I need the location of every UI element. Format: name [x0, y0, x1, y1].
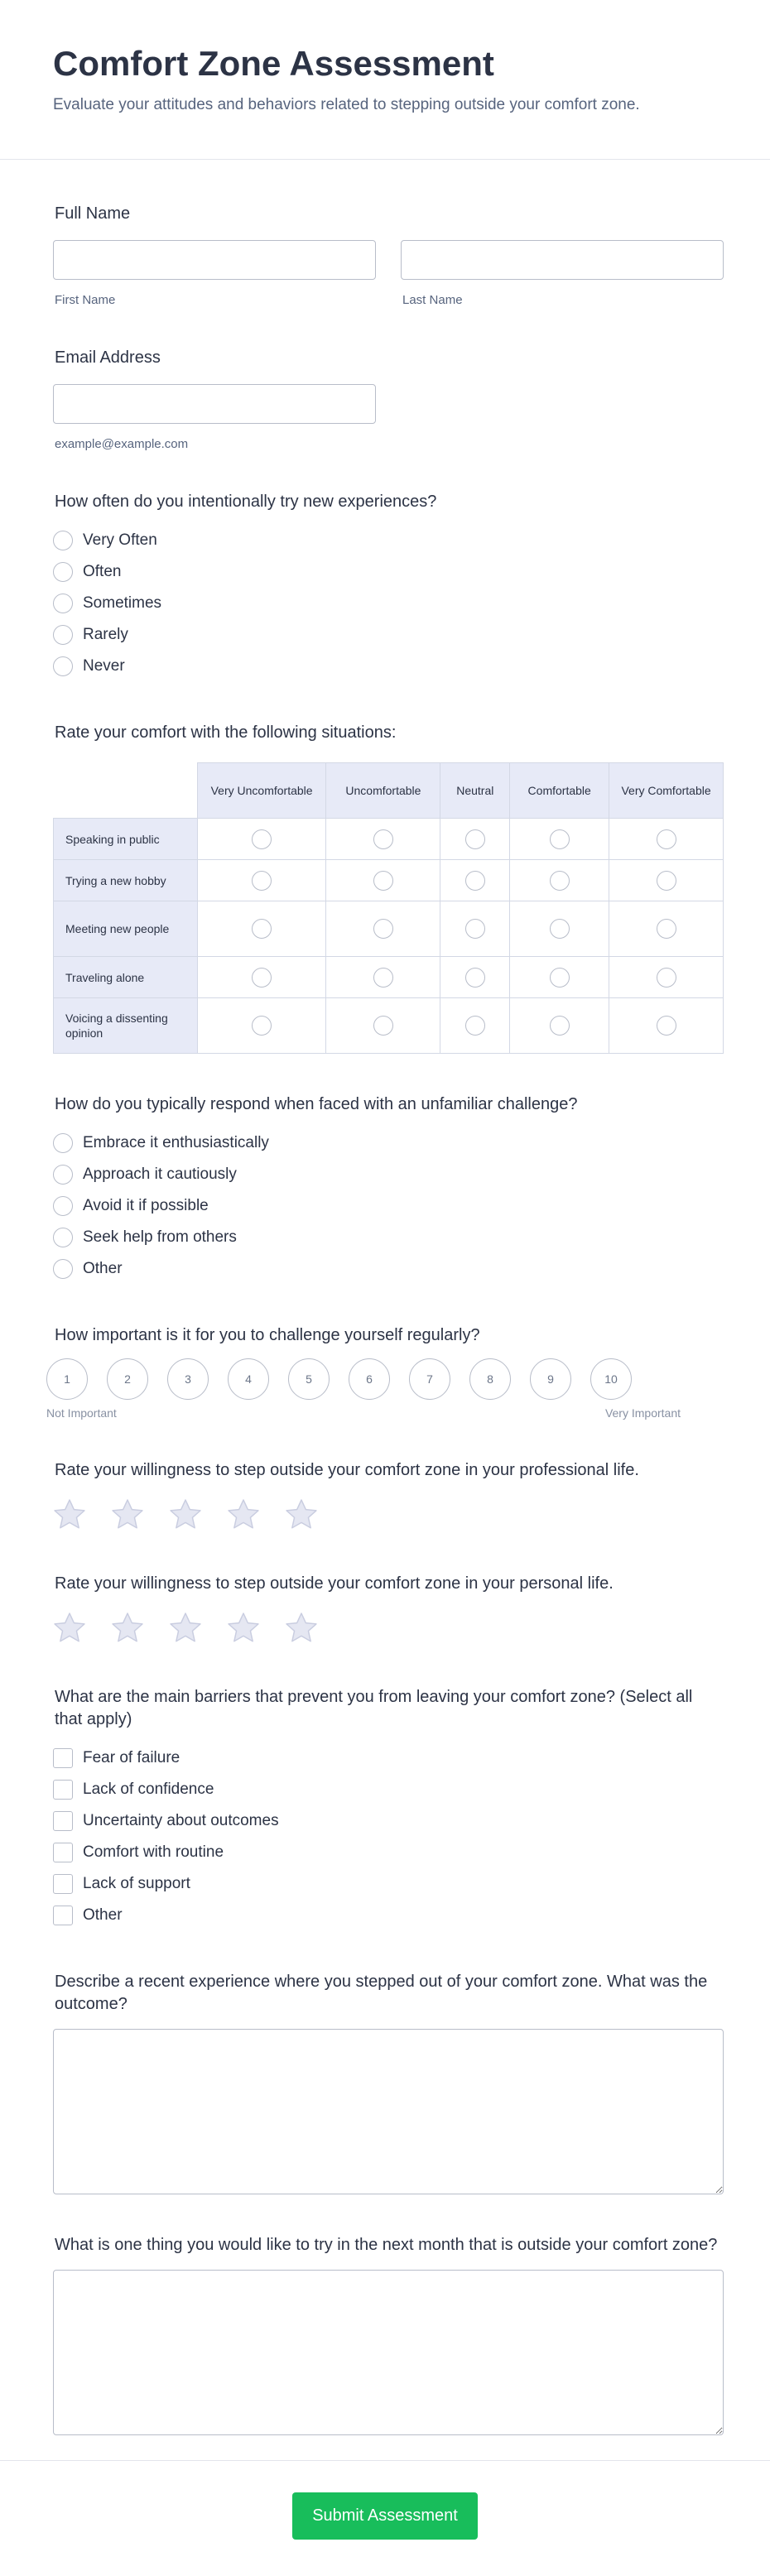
last-name-sublabel: Last Name [402, 293, 463, 307]
radio-option[interactable] [53, 1159, 724, 1190]
matrix-radio[interactable] [465, 1016, 485, 1036]
radio-option-label: Often [83, 563, 122, 580]
scale-option[interactable]: 5 [288, 1358, 330, 1400]
matrix-row [54, 998, 724, 1054]
radio-option-label: Very Often [83, 531, 157, 549]
radio-button[interactable] [53, 656, 73, 676]
scale-option[interactable]: 6 [349, 1358, 390, 1400]
matrix-radio[interactable] [657, 871, 676, 891]
matrix-radio[interactable] [465, 871, 485, 891]
checkbox[interactable] [53, 1843, 73, 1862]
scale-option[interactable]: 4 [228, 1358, 269, 1400]
scale-option[interactable]: 8 [469, 1358, 511, 1400]
star-icon[interactable] [225, 1610, 262, 1646]
professional-rating-field [53, 1459, 724, 1533]
matrix-radio[interactable] [550, 1016, 570, 1036]
barriers-label: What are the main barriers that prevent you from leaving your comfort zone? (Select all that apply) [55, 1688, 693, 1728]
barriers-options [53, 1742, 724, 1931]
matrix-radio[interactable] [550, 829, 570, 849]
radio-option-label: Never [83, 657, 125, 675]
star-icon[interactable] [109, 1497, 146, 1533]
radio-button[interactable] [53, 1133, 73, 1153]
matrix-radio[interactable] [252, 871, 272, 891]
submit-button[interactable]: Submit Assessment [292, 2492, 478, 2540]
matrix-radio[interactable] [252, 829, 272, 849]
importance-label: How important is it for you to challenge yourself regularly? [55, 1326, 480, 1344]
last-name-input[interactable] [401, 240, 724, 280]
matrix-row-label: Speaking in public [54, 819, 198, 860]
form-title: Comfort Zone Assessment [53, 44, 494, 83]
scale-option[interactable]: 3 [167, 1358, 209, 1400]
star-icon[interactable] [109, 1610, 146, 1646]
checkbox-option[interactable] [53, 1837, 724, 1868]
next-month-textarea[interactable] [53, 2270, 724, 2435]
full-name-field [53, 203, 724, 307]
checkbox[interactable] [53, 1906, 73, 1925]
scale-option[interactable]: 1 [46, 1358, 88, 1400]
scale-option[interactable]: 7 [409, 1358, 450, 1400]
matrix-corner [54, 763, 198, 819]
checkbox-option-label: Uncertainty about outcomes [83, 1812, 279, 1829]
matrix-radio[interactable] [657, 919, 676, 939]
comfort-matrix-label: Rate your comfort with the following situations: [55, 723, 397, 742]
checkbox-option-label: Lack of support [83, 1875, 190, 1892]
matrix-radio[interactable] [373, 871, 393, 891]
matrix-radio[interactable] [252, 1016, 272, 1036]
matrix-column-header: Very Comfortable [609, 763, 724, 819]
personal-rating-label: Rate your willingness to step outside your comfort zone in your personal life. [55, 1574, 614, 1593]
checkbox[interactable] [53, 1780, 73, 1800]
matrix-row-label: Voicing a dissenting opinion [54, 998, 198, 1054]
radio-button[interactable] [53, 625, 73, 645]
star-icon[interactable] [283, 1497, 320, 1533]
star-icon[interactable] [51, 1497, 88, 1533]
matrix-row-label: Traveling alone [54, 957, 198, 998]
form-footer [0, 2460, 770, 2576]
matrix-column-header: Neutral [440, 763, 510, 819]
star-icon[interactable] [283, 1610, 320, 1646]
comfort-matrix-table [53, 762, 724, 1054]
radio-button[interactable] [53, 1165, 73, 1185]
radio-option[interactable] [53, 1222, 724, 1253]
radio-option-label: Embrace it enthusiastically [83, 1134, 269, 1151]
matrix-radio[interactable] [657, 829, 676, 849]
scale-option[interactable]: 9 [530, 1358, 571, 1400]
radio-option-label: Other [83, 1260, 123, 1277]
new-experiences-options [53, 525, 724, 682]
matrix-column-header: Comfortable [510, 763, 609, 819]
challenge-response-options [53, 1127, 724, 1285]
matrix-radio[interactable] [373, 919, 393, 939]
form-body [0, 203, 770, 2435]
first-name-input[interactable] [53, 240, 376, 280]
checkbox-option[interactable] [53, 1774, 724, 1805]
personal-star-rating [51, 1610, 724, 1646]
email-field [53, 347, 724, 451]
matrix-column-header: Very Uncomfortable [197, 763, 326, 819]
matrix-radio[interactable] [465, 968, 485, 988]
next-month-field [53, 2234, 724, 2435]
matrix-radio[interactable] [465, 829, 485, 849]
radio-button[interactable] [53, 594, 73, 613]
radio-option[interactable] [53, 1253, 724, 1285]
comfort-matrix-field [53, 722, 724, 1054]
matrix-radio[interactable] [550, 871, 570, 891]
matrix-column-header: Uncomfortable [326, 763, 440, 819]
next-month-label: What is one thing you would like to try in the next month that is outside your comfort zone? [55, 2236, 718, 2254]
checkbox-option-label: Lack of confidence [83, 1781, 214, 1798]
full-name-label: Full Name [55, 204, 131, 223]
matrix-row-label: Trying a new hobby [54, 860, 198, 901]
matrix-row [54, 901, 724, 957]
matrix-radio[interactable] [657, 968, 676, 988]
checkbox[interactable] [53, 1748, 73, 1768]
importance-scale [46, 1358, 724, 1400]
checkbox-option[interactable] [53, 1868, 724, 1900]
checkbox-option-label: Other [83, 1906, 123, 1924]
radio-option[interactable] [53, 588, 724, 619]
personal-rating-field [53, 1573, 724, 1646]
barriers-field [53, 1686, 724, 1931]
recent-experience-field [53, 1971, 724, 2194]
form-subtitle: Evaluate your attitudes and behaviors related to stepping outside your comfort zone. [53, 96, 640, 113]
email-input[interactable] [53, 384, 376, 424]
radio-button[interactable] [53, 562, 73, 582]
radio-option-label: Seek help from others [83, 1228, 237, 1246]
email-label: Email Address [55, 348, 161, 367]
matrix-radio[interactable] [373, 1016, 393, 1036]
challenge-response-label: How do you typically respond when faced with an unfamiliar challenge? [55, 1095, 578, 1113]
radio-option-label: Approach it cautiously [83, 1165, 237, 1183]
challenge-response-field [53, 1093, 724, 1285]
scale-labels [46, 1406, 681, 1420]
radio-button[interactable] [53, 1228, 73, 1247]
matrix-row [54, 957, 724, 998]
checkbox-option[interactable] [53, 1742, 724, 1774]
radio-option-label: Sometimes [83, 594, 162, 612]
scale-low-label: Not Important [46, 1406, 117, 1420]
checkbox[interactable] [53, 1874, 73, 1894]
matrix-radio[interactable] [465, 919, 485, 939]
matrix-radio[interactable] [252, 968, 272, 988]
form-header [0, 0, 770, 160]
radio-option[interactable] [53, 651, 724, 682]
matrix-radio[interactable] [550, 919, 570, 939]
matrix-radio[interactable] [373, 968, 393, 988]
scale-high-label: Very Important [604, 1406, 681, 1420]
new-experiences-label: How often do you intentionally try new experiences? [55, 493, 437, 511]
star-icon[interactable] [167, 1610, 204, 1646]
recent-experience-textarea[interactable] [53, 2029, 724, 2194]
professional-rating-label: Rate your willingness to step outside your comfort zone in your professional life. [55, 1461, 639, 1479]
radio-button[interactable] [53, 531, 73, 550]
new-experiences-field [53, 491, 724, 682]
checkbox-option[interactable] [53, 1805, 724, 1837]
radio-option[interactable] [53, 619, 724, 651]
checkbox[interactable] [53, 1811, 73, 1831]
radio-option[interactable] [53, 556, 724, 588]
radio-option[interactable] [53, 1127, 724, 1159]
radio-option-label: Rarely [83, 626, 128, 643]
radio-button[interactable] [53, 1259, 73, 1279]
star-icon[interactable] [225, 1497, 262, 1533]
checkbox-option-label: Comfort with routine [83, 1843, 224, 1861]
matrix-radio[interactable] [550, 968, 570, 988]
first-name-sublabel: First Name [55, 293, 116, 307]
scale-option[interactable]: 2 [107, 1358, 148, 1400]
radio-button[interactable] [53, 1196, 73, 1216]
matrix-radio[interactable] [252, 919, 272, 939]
email-sublabel: example@example.com [55, 437, 189, 451]
radio-option[interactable] [53, 1190, 724, 1222]
scale-option[interactable]: 10 [590, 1358, 632, 1400]
professional-star-rating [51, 1497, 724, 1533]
matrix-row [54, 819, 724, 860]
matrix-row [54, 860, 724, 901]
recent-experience-label: Describe a recent experience where you stepped out of your comfort zone. What was the outcome? [55, 1973, 708, 2013]
matrix-radio[interactable] [657, 1016, 676, 1036]
radio-option-label: Avoid it if possible [83, 1197, 209, 1214]
checkbox-option[interactable] [53, 1900, 724, 1931]
importance-field [46, 1324, 724, 1420]
matrix-radio[interactable] [373, 829, 393, 849]
star-icon[interactable] [51, 1610, 88, 1646]
checkbox-option-label: Fear of failure [83, 1749, 180, 1766]
star-icon[interactable] [167, 1497, 204, 1533]
matrix-row-label: Meeting new people [54, 901, 198, 957]
radio-option[interactable] [53, 525, 724, 556]
